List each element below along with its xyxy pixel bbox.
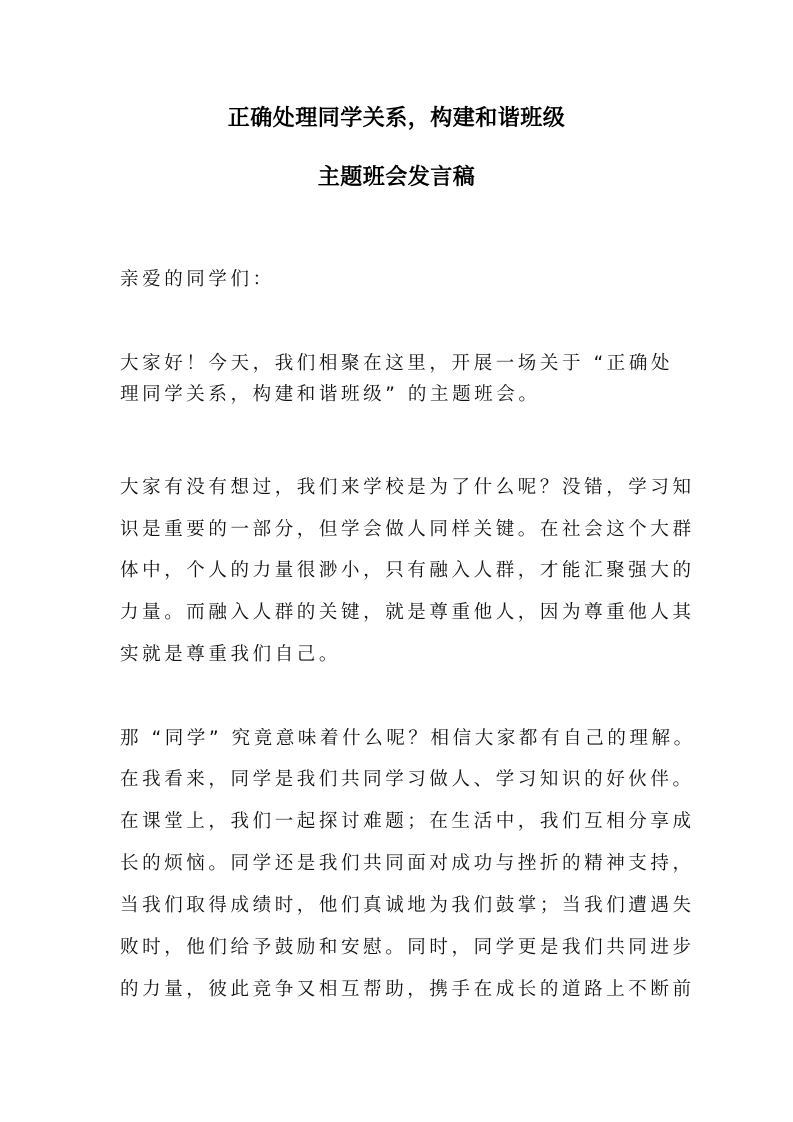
paragraph-line: 在课堂上，我们一起探讨难题；在生活中，我们互相分享成 [120,811,695,832]
document-title-line-2: 主题班会发言稿 [317,164,476,190]
paragraph-line: 败时，他们给予鼓励和安慰。同时，同学更是我们共同进步 [120,937,695,958]
paragraph-line: 当我们取得成绩时，他们真诚地为我们鼓掌；当我们遭遇失 [120,895,695,916]
paragraph-line: 的力量，彼此竞争又相互帮助，携手在成长的道路上不断前 [120,979,695,1000]
paragraph-line: 长的烦恼。同学还是我们共同面对成功与挫折的精神支持， [120,853,695,874]
salutation: 亲爱的同学们： [120,269,275,290]
paragraph-line: 实就是尊重我们自己。 [120,644,342,665]
paragraph-line: 识是重要的一部分，但学会做人同样关键。在社会这个大群 [120,519,695,540]
paragraph-line: 大家有没有想过，我们来学校是为了什么呢？没错，学习知 [120,477,695,498]
paragraph-line: 大家好！今天，我们相聚在这里，开展一场关于 “正确处 [120,353,674,374]
document-title-line-1: 正确处理同学关系，构建和谐班级 [227,105,566,131]
paragraph-line: 理同学关系，构建和谐班级” 的主题班会。 [120,384,541,405]
paragraph-line: 力量。而融入人群的关键，就是尊重他人，因为尊重他人其 [120,602,695,623]
paragraph-line: 在我看来，同学是我们共同学习做人、学习知识的好伙伴。 [120,769,695,790]
paragraph-line: 那 “同学” 究竟意味着什么呢？相信大家都有自己的理解。 [120,728,696,749]
paragraph-line: 体中，个人的力量很渺小，只有融入人群，才能汇聚强大的 [120,560,695,581]
